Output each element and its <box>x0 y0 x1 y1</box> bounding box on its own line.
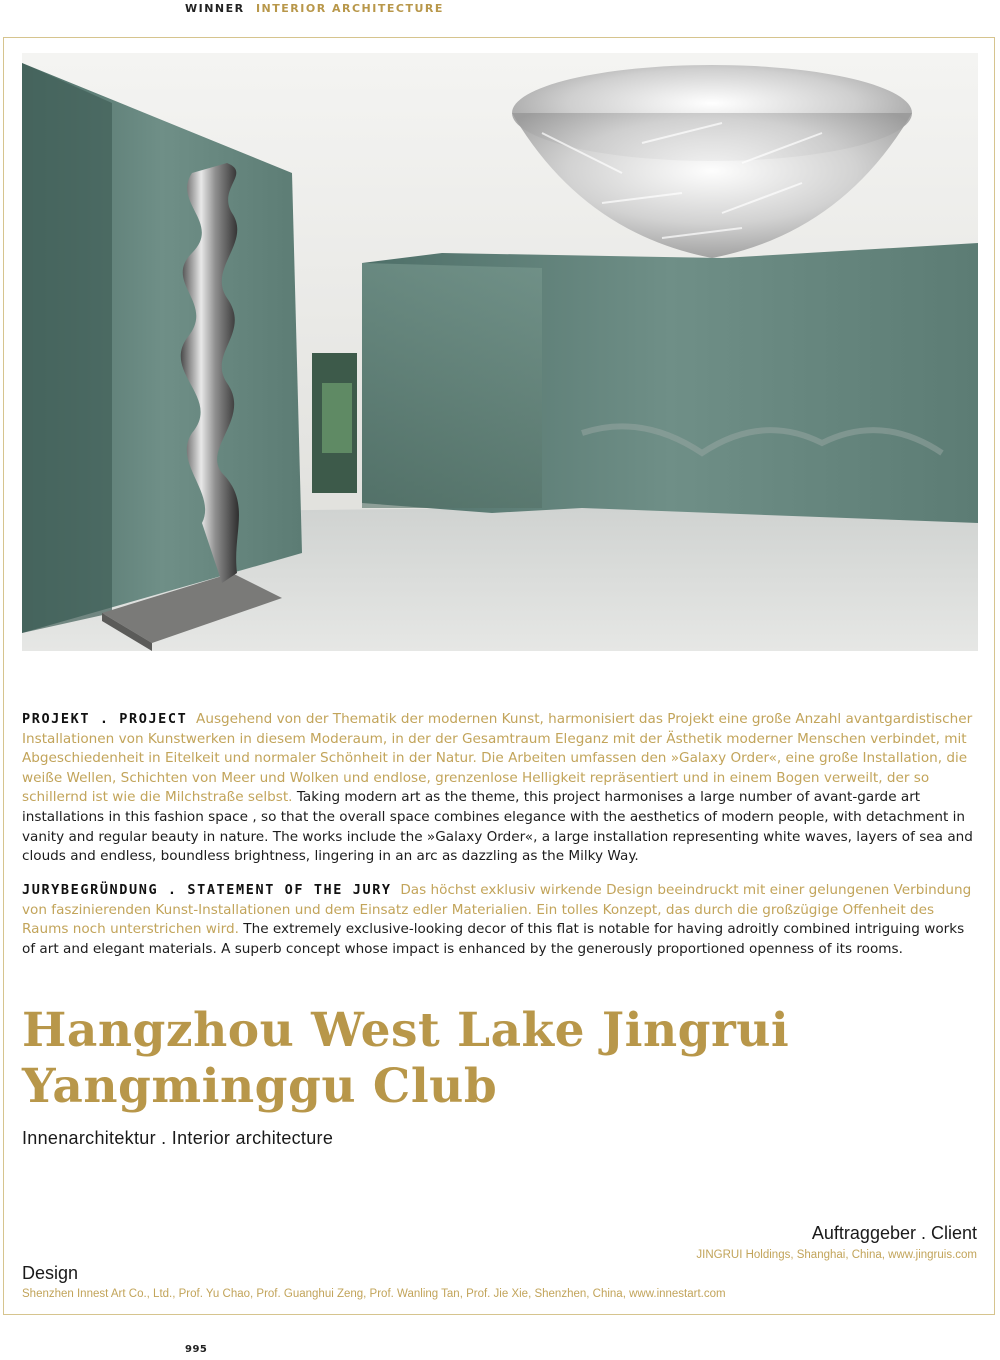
client-heading: Auftraggeber . Client <box>811 1223 977 1243</box>
project-subtitle: Innenarchitektur . Interior architecture <box>22 1128 334 1148</box>
project-text-de: Ausgehend von der Thematik der modernen Kunst, harmonisiert das Projekt eine große Anzahl avantgardistischer Installationen von Kunstwerken in diesem Moderaum, in der der Gesamtraum Eleganz mit der Ästhetik moderner Menschen verbindet, mit Abgeschiedenheit in Eitelkeit und normaler Schönheit in der Natur. Die Arbeiten umfassen den »Galaxy Order«, eine große Installation, die weiße Wellen, Schichten von Meer und Wolken und endlose, grenzenlose Helligkeit repräsentiert und in einem Bogen verweilt, der so schillernd ist wie die Milchstraße selbst. <box>22 711 973 806</box>
jury-text-de: Das höchst exklusiv wirkende Design beeindruckt mit einer gelungenen Verbindung von faszinierenden Kunst-Installationen und dem Einsatz edler Materialien. Ein tolles Konzept, das durch die großzügige Offenheit des Raums noch unterstrichen wird. <box>22 882 972 938</box>
jury-label: JURYBEGRÜNDUNG . STATEMENT OF THE JURY <box>22 882 392 898</box>
title-line-2: Yangminggu Club <box>22 1059 498 1114</box>
client-value: JINGRUI Holdings, Shanghai, China, www.jingruis.com <box>696 1249 977 1261</box>
design-heading: Design <box>22 1263 79 1283</box>
title-line-1: Hangzhou West Lake Jingrui <box>22 1003 790 1058</box>
jury-section <box>22 881 980 959</box>
winner-label: WINNER <box>185 2 245 15</box>
project-label: PROJEKT . PROJECT <box>22 711 188 727</box>
project-text-en: Taking modern art as the theme, this project harmonises a large number of avant-garde art installations in this fashion space , so that the overall space combines elegance with the aesthetics of modern people, with detachment in vanity and regular beauty in nature. The works include the »Galaxy Order«, a large installation representing white waves, layers of sea and clouds and endless, boundless brightness, lingering in an arc as dazzling as the Milky Way. <box>22 789 973 865</box>
project-section <box>22 710 980 867</box>
page-header <box>185 2 444 15</box>
design-value: Shenzhen Innest Art Co., Ltd., Prof. Yu Chao, Prof. Guanghui Zeng, Prof. Wanling Tan, Prof. Jie Xie, Shenzhen, China, www.innestart.com <box>22 1288 726 1300</box>
page-number: 995 <box>185 1344 208 1355</box>
category-label: INTERIOR ARCHITECTURE <box>255 2 444 15</box>
interior-photo <box>22 53 978 651</box>
jury-text-en: The extremely exclusive-looking decor of this flat is notable for having adroitly combined intriguing works of art and elegant materials. A superb concept whose impact is enhanced by the generously proportioned openness of its rooms. <box>22 921 965 957</box>
project-title <box>22 1003 982 1115</box>
